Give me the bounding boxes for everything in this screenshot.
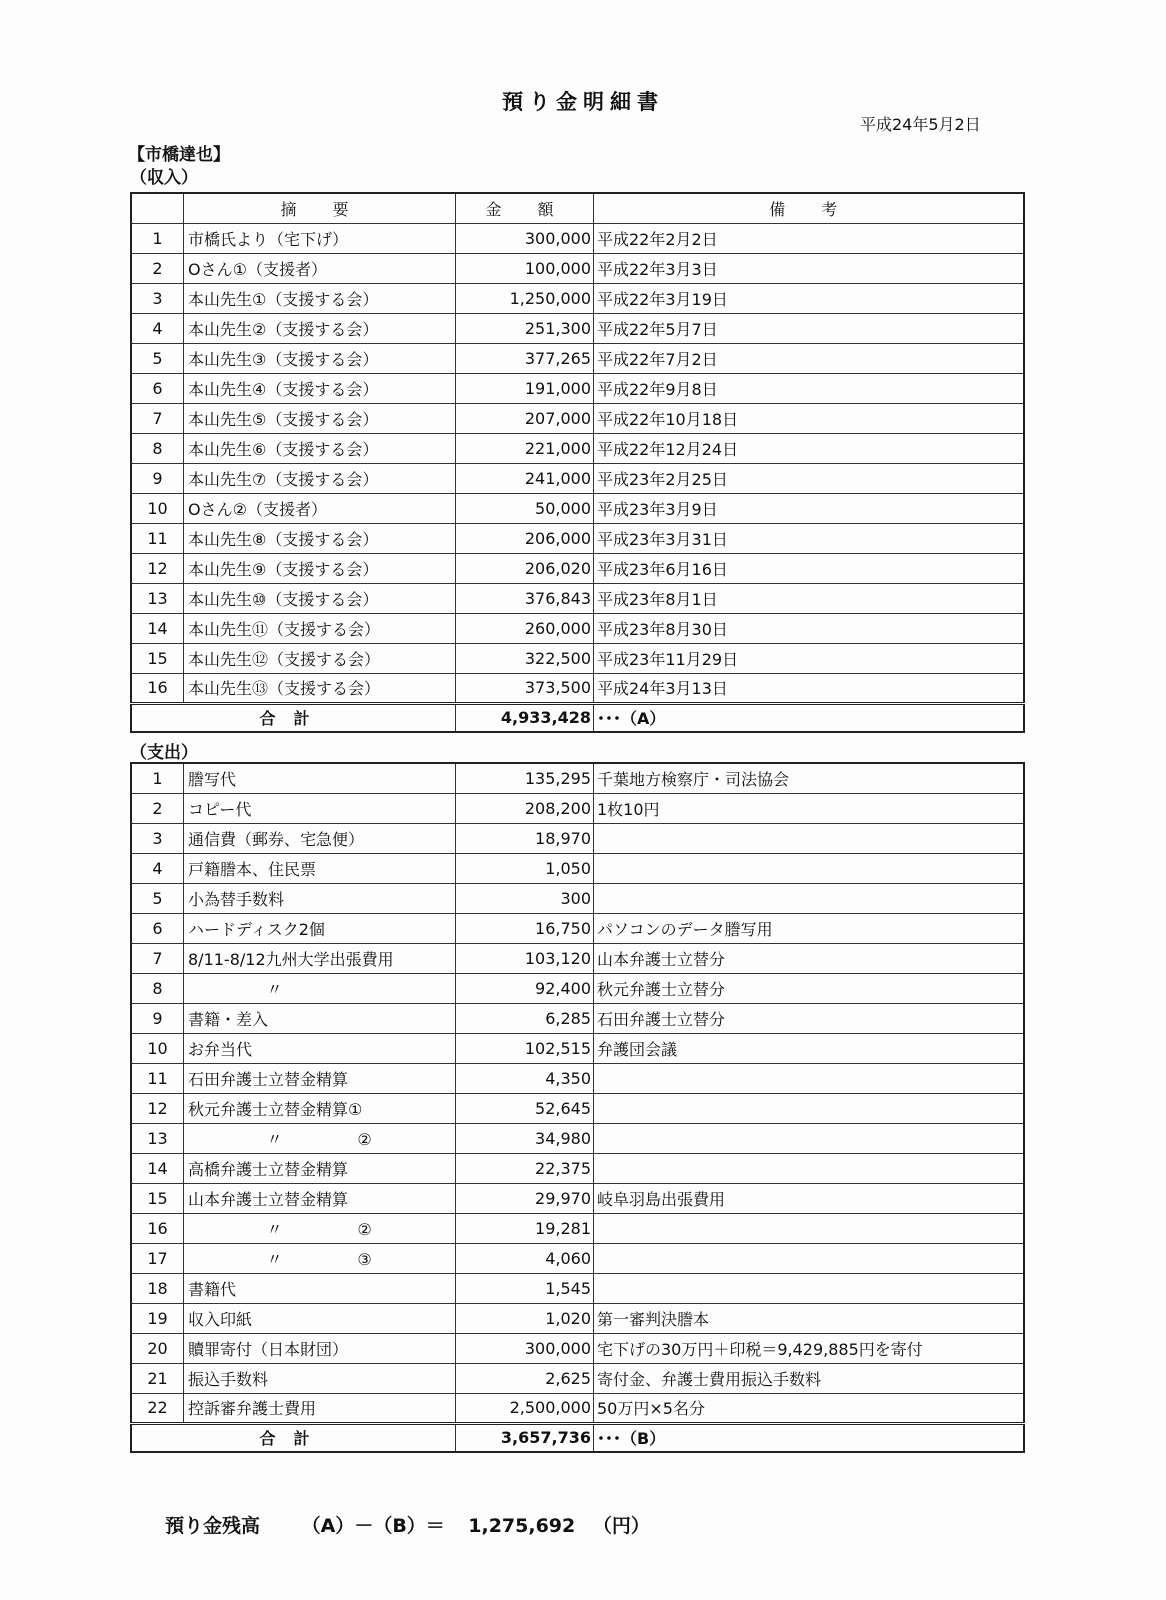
row-amount: 18,970 (456, 823, 594, 853)
row-number: 19 (131, 1303, 184, 1333)
table-row (131, 1183, 1024, 1213)
row-note: 平成23年2月25日 (594, 463, 1024, 493)
row-amount: 92,400 (456, 973, 594, 1003)
table-row (131, 673, 1024, 703)
row-note (594, 1063, 1024, 1093)
table-row (131, 613, 1024, 643)
header-note: 備 考 (594, 193, 1024, 223)
income-total-amount: 4,933,428 (456, 703, 594, 732)
row-amount: 52,645 (456, 1093, 594, 1123)
table-row (131, 313, 1024, 343)
table-row (131, 253, 1024, 283)
income-total-note: ･･･（A） (594, 703, 1024, 732)
row-note: 山本弁護士立替分 (594, 943, 1024, 973)
row-number: 16 (131, 1213, 184, 1243)
row-description: お弁当代 (184, 1033, 456, 1063)
person-name: 【市橋達也】 (128, 145, 230, 165)
row-number: 15 (131, 1183, 184, 1213)
row-amount: 206,000 (456, 523, 594, 553)
row-number: 4 (131, 313, 184, 343)
table-row (131, 1033, 1024, 1063)
table-row (131, 943, 1024, 973)
row-amount: 100,000 (456, 253, 594, 283)
row-number: 13 (131, 1123, 184, 1153)
row-description: Oさん②（支援者） (184, 493, 456, 523)
row-description: 振込手数料 (184, 1363, 456, 1393)
row-note: 平成23年6月16日 (594, 553, 1024, 583)
table-row (131, 553, 1024, 583)
row-description: 本山先生②（支援する会） (184, 313, 456, 343)
row-note: 岐阜羽島出張費用 (594, 1183, 1024, 1213)
table-row (131, 1153, 1024, 1183)
ditto-number: ③ (357, 1249, 372, 1269)
row-description: 本山先生⑬（支援する会） (184, 673, 456, 703)
table-row (131, 793, 1024, 823)
row-number: 18 (131, 1273, 184, 1303)
row-description: ハードディスク2個 (184, 913, 456, 943)
row-description: 通信費（郵券、宅急便） (184, 823, 456, 853)
row-number: 9 (131, 463, 184, 493)
row-note: 平成22年12月24日 (594, 433, 1024, 463)
row-amount: 191,000 (456, 373, 594, 403)
table-row (131, 973, 1024, 1003)
expense-total-note: ･･･（B） (594, 1423, 1024, 1452)
row-note (594, 823, 1024, 853)
row-amount: 4,350 (456, 1063, 594, 1093)
table-row (131, 643, 1024, 673)
row-description: 戸籍謄本、住民票 (184, 853, 456, 883)
row-description: 高橋弁護士立替金精算 (184, 1153, 456, 1183)
row-description: 8/11-8/12九州大学出張費用 (184, 943, 456, 973)
row-amount: 207,000 (456, 403, 594, 433)
balance-line (165, 1511, 650, 1538)
table-row (131, 583, 1024, 613)
row-note: 弁護団会議 (594, 1033, 1024, 1063)
row-number: 17 (131, 1243, 184, 1273)
row-amount: 241,000 (456, 463, 594, 493)
row-note: 寄付金、弁護士費用振込手数料 (594, 1363, 1024, 1393)
row-amount: 221,000 (456, 433, 594, 463)
row-description: 謄写代 (184, 763, 456, 793)
row-amount: 300,000 (456, 1333, 594, 1363)
row-amount: 103,120 (456, 943, 594, 973)
expense-table (130, 762, 1025, 1453)
row-number: 3 (131, 283, 184, 313)
row-amount: 376,843 (456, 583, 594, 613)
row-note: 宅下げの30万円＋印税＝9,429,885円を寄付 (594, 1333, 1024, 1363)
header-amount: 金 額 (456, 193, 594, 223)
row-number: 1 (131, 763, 184, 793)
row-amount: 300,000 (456, 223, 594, 253)
row-description: 本山先生①（支援する会） (184, 283, 456, 313)
row-description: 控訴審弁護士費用 (184, 1393, 456, 1423)
row-number: 14 (131, 613, 184, 643)
table-row (131, 763, 1024, 793)
row-description: 本山先生⑤（支援する会） (184, 403, 456, 433)
income-table (130, 192, 1025, 733)
ditto-mark: 〃 (266, 1129, 283, 1149)
row-number: 7 (131, 943, 184, 973)
row-note: 平成22年10月18日 (594, 403, 1024, 433)
table-row (131, 1243, 1024, 1273)
table-row (131, 1303, 1024, 1333)
row-description: 小為替手数料 (184, 883, 456, 913)
row-amount: 29,970 (456, 1183, 594, 1213)
row-number: 21 (131, 1363, 184, 1393)
row-amount: 373,500 (456, 673, 594, 703)
table-row (131, 913, 1024, 943)
balance-label: 預り金残高 (165, 1515, 261, 1537)
row-amount: 2,625 (456, 1363, 594, 1393)
row-amount: 22,375 (456, 1153, 594, 1183)
table-row (131, 403, 1024, 433)
row-description: コピー代 (184, 793, 456, 823)
table-row (131, 883, 1024, 913)
row-amount: 1,545 (456, 1273, 594, 1303)
balance-amount: 1,275,692 (468, 1515, 576, 1537)
row-number: 22 (131, 1393, 184, 1423)
row-note: 平成22年3月3日 (594, 253, 1024, 283)
row-note: 秋元弁護士立替分 (594, 973, 1024, 1003)
row-description: 本山先生⑫（支援する会） (184, 643, 456, 673)
table-row (131, 283, 1024, 313)
row-note: 石田弁護士立替分 (594, 1003, 1024, 1033)
row-description: 本山先生⑨（支援する会） (184, 553, 456, 583)
row-amount: 34,980 (456, 1123, 594, 1153)
row-note: 平成22年7月2日 (594, 343, 1024, 373)
header-no (131, 193, 184, 223)
row-amount: 208,200 (456, 793, 594, 823)
row-number: 11 (131, 523, 184, 553)
table-row (131, 853, 1024, 883)
row-number: 3 (131, 823, 184, 853)
row-description: 本山先生⑧（支援する会） (184, 523, 456, 553)
row-description: 書籍代 (184, 1273, 456, 1303)
row-description: 本山先生⑦（支援する会） (184, 463, 456, 493)
row-note (594, 883, 1024, 913)
row-amount: 102,515 (456, 1033, 594, 1063)
row-description: 本山先生⑩（支援する会） (184, 583, 456, 613)
table-row (131, 1123, 1024, 1153)
row-number: 6 (131, 373, 184, 403)
row-description: 本山先生③（支援する会） (184, 343, 456, 373)
table-row (131, 373, 1024, 403)
row-amount: 1,250,000 (456, 283, 594, 313)
table-row (131, 223, 1024, 253)
row-number: 4 (131, 853, 184, 883)
row-number: 2 (131, 793, 184, 823)
ditto-number: ② (357, 1129, 372, 1149)
table-row (131, 433, 1024, 463)
row-number: 8 (131, 973, 184, 1003)
row-number: 16 (131, 673, 184, 703)
row-number: 10 (131, 1033, 184, 1063)
table-row (131, 1093, 1024, 1123)
row-description (184, 973, 456, 1003)
table-row (131, 463, 1024, 493)
document-date: 平成24年5月2日 (860, 115, 981, 134)
row-note: 1枚10円 (594, 793, 1024, 823)
ditto-number: ② (357, 1219, 372, 1239)
ditto-mark: 〃 (266, 1219, 283, 1239)
row-number: 5 (131, 883, 184, 913)
balance-unit: （円） (592, 1515, 650, 1537)
row-description: 市橋氏より（宅下げ） (184, 223, 456, 253)
balance-formula: （A）－（B）＝ (301, 1515, 445, 1537)
expense-section-label: （支出） (130, 743, 198, 763)
row-amount: 4,060 (456, 1243, 594, 1273)
row-description: 本山先生④（支援する会） (184, 373, 456, 403)
row-amount: 206,020 (456, 553, 594, 583)
ditto-mark: 〃 (266, 979, 283, 999)
table-row (131, 1003, 1024, 1033)
row-number: 7 (131, 403, 184, 433)
table-row (131, 1363, 1024, 1393)
row-description (184, 1213, 456, 1243)
table-row (131, 1273, 1024, 1303)
row-description: Oさん①（支援者） (184, 253, 456, 283)
row-description (184, 1243, 456, 1273)
row-number: 15 (131, 643, 184, 673)
row-number: 1 (131, 223, 184, 253)
row-note: 平成23年8月30日 (594, 613, 1024, 643)
row-amount: 251,300 (456, 313, 594, 343)
expense-total-label: 合計 (131, 1423, 456, 1452)
row-number: 14 (131, 1153, 184, 1183)
table-row (131, 1213, 1024, 1243)
row-note: 平成22年3月19日 (594, 283, 1024, 313)
row-note: 平成22年9月8日 (594, 373, 1024, 403)
row-amount: 322,500 (456, 643, 594, 673)
income-total-label: 合計 (131, 703, 456, 732)
row-note: パソコンのデータ謄写用 (594, 913, 1024, 943)
row-description: 石田弁護士立替金精算 (184, 1063, 456, 1093)
row-number: 2 (131, 253, 184, 283)
table-row (131, 1393, 1024, 1423)
row-amount: 135,295 (456, 763, 594, 793)
row-note: 平成22年2月2日 (594, 223, 1024, 253)
row-note: 50万円×5名分 (594, 1393, 1024, 1423)
row-note: 平成23年11月29日 (594, 643, 1024, 673)
table-row (131, 823, 1024, 853)
row-note (594, 1273, 1024, 1303)
row-number: 20 (131, 1333, 184, 1363)
row-note: 平成23年8月1日 (594, 583, 1024, 613)
row-description: 秋元弁護士立替金精算① (184, 1093, 456, 1123)
row-amount: 1,020 (456, 1303, 594, 1333)
row-note (594, 1213, 1024, 1243)
expense-total-row (131, 1423, 1024, 1452)
document-title: 預り金明細書 (502, 90, 664, 114)
row-description (184, 1123, 456, 1153)
table-row (131, 1063, 1024, 1093)
row-number: 8 (131, 433, 184, 463)
table-row (131, 1333, 1024, 1363)
row-description: 山本弁護士立替金精算 (184, 1183, 456, 1213)
row-note: 平成22年5月7日 (594, 313, 1024, 343)
row-amount: 6,285 (456, 1003, 594, 1033)
row-description: 贖罪寄付（日本財団） (184, 1333, 456, 1363)
row-number: 9 (131, 1003, 184, 1033)
row-amount: 1,050 (456, 853, 594, 883)
expense-total-amount: 3,657,736 (456, 1423, 594, 1452)
row-amount: 377,265 (456, 343, 594, 373)
row-amount: 2,500,000 (456, 1393, 594, 1423)
row-number: 12 (131, 1093, 184, 1123)
income-total-row (131, 703, 1024, 732)
row-description: 書籍・差入 (184, 1003, 456, 1033)
row-description: 本山先生⑪（支援する会） (184, 613, 456, 643)
ditto-mark: 〃 (266, 1249, 283, 1269)
row-amount: 300 (456, 883, 594, 913)
header-desc: 摘 要 (184, 193, 456, 223)
row-amount: 260,000 (456, 613, 594, 643)
row-amount: 16,750 (456, 913, 594, 943)
row-description: 本山先生⑥（支援する会） (184, 433, 456, 463)
row-note (594, 1123, 1024, 1153)
row-amount: 19,281 (456, 1213, 594, 1243)
row-number: 10 (131, 493, 184, 523)
row-number: 11 (131, 1063, 184, 1093)
row-number: 5 (131, 343, 184, 373)
table-row (131, 343, 1024, 373)
row-note: 平成23年3月31日 (594, 523, 1024, 553)
row-note: 第一審判決謄本 (594, 1303, 1024, 1333)
row-number: 12 (131, 553, 184, 583)
row-description: 収入印紙 (184, 1303, 456, 1333)
row-note (594, 853, 1024, 883)
row-amount: 50,000 (456, 493, 594, 523)
income-section-label: （収入） (130, 168, 198, 188)
table-row (131, 493, 1024, 523)
row-note: 平成24年3月13日 (594, 673, 1024, 703)
row-note (594, 1153, 1024, 1183)
table-row (131, 523, 1024, 553)
row-note: 千葉地方検察庁・司法協会 (594, 763, 1024, 793)
row-number: 13 (131, 583, 184, 613)
row-note (594, 1243, 1024, 1273)
income-header-row (131, 193, 1024, 223)
row-note: 平成23年3月9日 (594, 493, 1024, 523)
row-note (594, 1093, 1024, 1123)
row-number: 6 (131, 913, 184, 943)
